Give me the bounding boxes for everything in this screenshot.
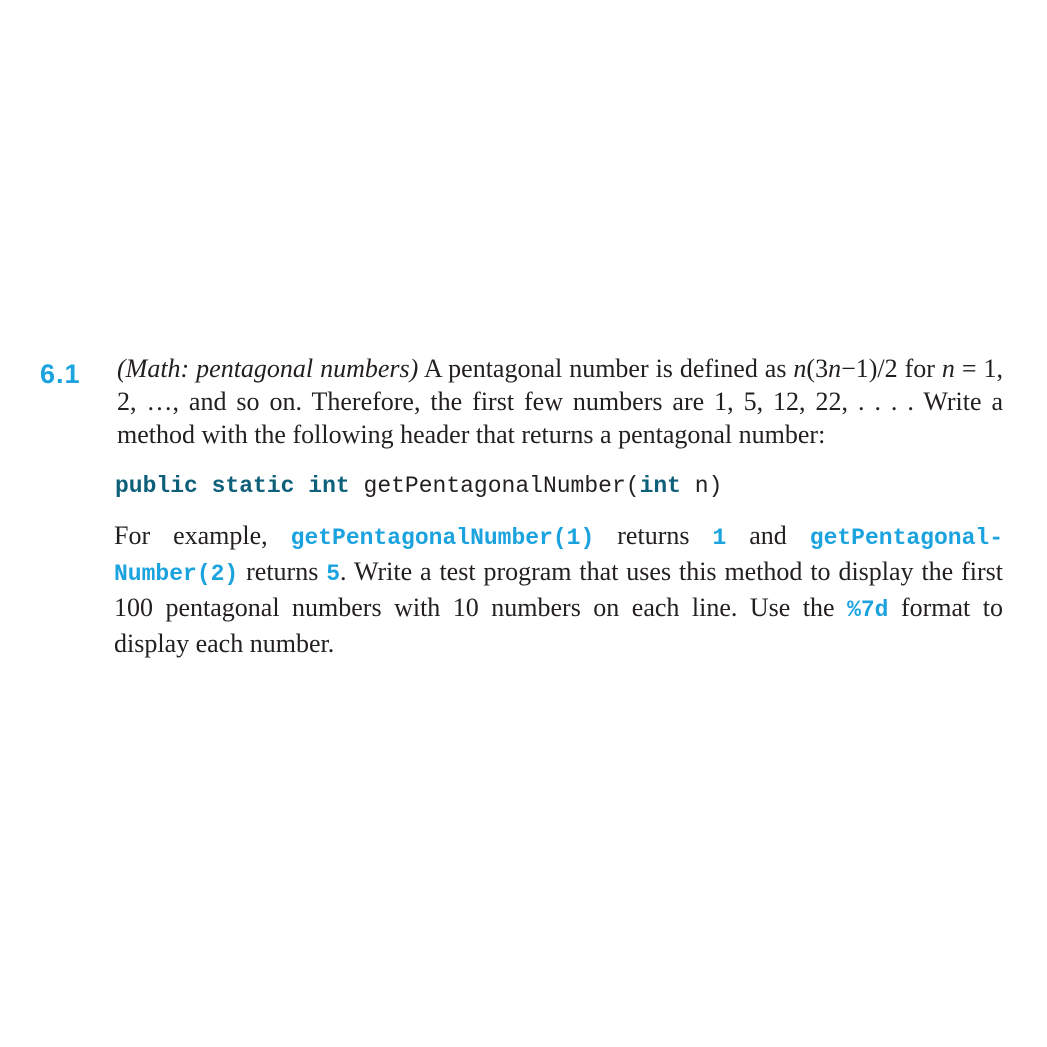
keyword-int: int [308,473,350,499]
code-ref-result-1: 1 [712,525,727,551]
method-name: getPentagonalNumber( [363,473,640,499]
exercise-body [114,352,1003,660]
method-header-code [115,471,1003,501]
code-ref-call-2b: Number(2) [114,561,239,587]
formula-n2: n [828,354,842,383]
intro-text-1: A pentagonal number is defined as [423,354,794,383]
code-ref-result-2: 5 [326,561,341,587]
example-text-4: returns [238,557,327,586]
code-ref-call-1: getPentagonalNumber(1) [290,525,595,551]
intro-text-2: = 1, 2, …, and so on. Therefore, the first few numbers are 1, 5, 12, 22, . . . . Write a method with the following header that returns a pentagonal number: [117,354,1003,449]
formula-n1: n [793,354,807,383]
example-text-3: and [726,521,810,550]
example-text-6: format to display each number. [114,593,1003,658]
exercise-number: 6.1 [40,359,81,389]
exercise-intro [117,352,1003,451]
method-param: n) [680,473,723,499]
example-text-1: For example, [114,521,291,550]
exercise-title: (Math: pentagonal numbers) [117,354,419,383]
example-text-5: . Write a test program that uses this method to display the first 100 pentagonal numbers with 10 numbers on each line. Use the [114,557,1003,622]
keyword-static: static [211,473,295,499]
keyword-public: public [115,473,198,499]
code-ref-format: %7d [847,597,889,623]
example-text-2: returns [594,521,713,550]
code-ref-call-2a: getPentagonal- [809,525,1003,551]
formula-mid: (3 [806,354,829,383]
var-n: n [941,354,955,383]
formula-end: −1)/2 for [841,354,935,383]
keyword-int-param: int [639,473,681,499]
exercise-example [114,519,1003,660]
